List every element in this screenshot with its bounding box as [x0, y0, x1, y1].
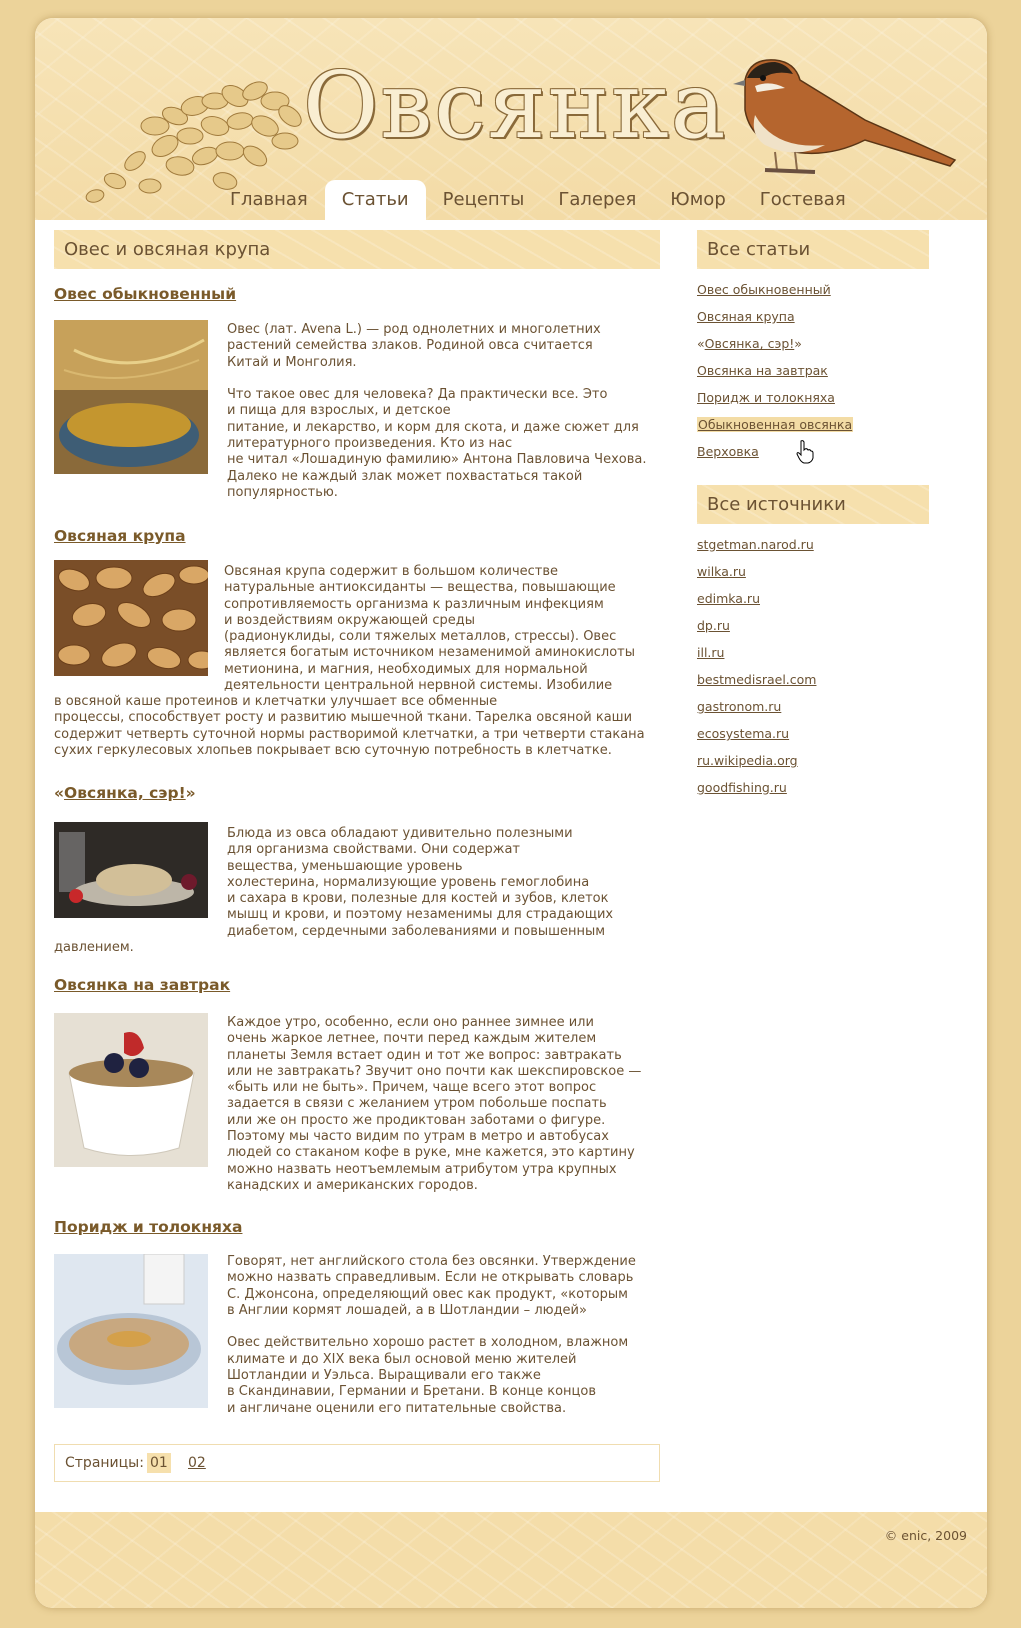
nav-item-humor[interactable]: Юмор [670, 189, 726, 210]
quote-close: » [185, 784, 196, 802]
site-header [35, 18, 987, 220]
sidebar-source-link[interactable]: ill.ru [697, 645, 725, 660]
page-link-2[interactable]: 02 [188, 1455, 206, 1471]
sidebar-source-link[interactable]: ru.wikipedia.org [697, 753, 798, 768]
main-navigation [213, 180, 863, 220]
sidebar-article-link[interactable]: Овсяная крупа [697, 309, 795, 324]
pagination [54, 1444, 660, 1482]
oatmeal-plate-image [54, 822, 208, 918]
sidebar-source-link[interactable]: stgetman.narod.ru [697, 537, 814, 552]
sidebar-source-link[interactable]: goodfishing.ru [697, 780, 787, 795]
article-text-continued: в овсяной каше протеинов и клетчатки улучшает все обменные процессы, способствует росту и развитию мышечной ткани. Тарелка овсяной каши содержит четверть суточной нормы растворимой клетчатки, а три четверти стакана сухих геркулесовых хлопьев покрывает всю суточную потребность в клетчатке. [54, 694, 645, 758]
sidebar-source-link[interactable]: ecosystema.ru [697, 726, 790, 741]
oat-flakes-closeup-image [54, 560, 208, 676]
article-oat-groats [54, 526, 660, 758]
main-content [54, 230, 660, 1416]
article-text-continued: давлением. [54, 940, 134, 955]
sidebar-article-link[interactable]: Верховка [697, 444, 759, 459]
quote-open: « [697, 336, 705, 351]
sidebar-article-link[interactable]: Овес обыкновенный [697, 282, 831, 297]
article-text: Говорят, нет английского стола без овсянки. Утверждение можно назвать справедливым. Если не открывать словарь С. Джонсона, определяющий овес как продукт, «которым в Англии кормят лошадей, а в Шотландии – людей» Овес действительно хорошо растет в холодном, влажном климате и до XIX века был основой меню жителей Шотландии и Уэльса. Выращивали его также в Скандинавии, Германии и Бретани. В конце концов и англичане оценили его питательные свойства. [227, 1254, 636, 1416]
article-porridge [54, 1217, 660, 1416]
nav-item-recipes[interactable]: Рецепты [442, 189, 525, 210]
nav-item-guestbook[interactable]: Гостевая [759, 189, 846, 210]
article-title-link[interactable]: Овсянка на завтрак [54, 976, 231, 994]
pagination-label: Страницы: [65, 1455, 144, 1471]
article-oatmeal-breakfast [54, 975, 660, 1193]
article-title-link[interactable]: Овсянка, сэр! [64, 784, 186, 802]
site-logo[interactable]: Овсянка [303, 52, 728, 159]
article-oatmeal-sir [54, 783, 660, 955]
sidebar-articles-title: Все статьи [697, 230, 929, 269]
sidebar-source-link[interactable]: edimka.ru [697, 591, 760, 606]
sidebar-source-link[interactable]: gastronom.ru [697, 699, 782, 714]
sidebar-sources-title: Все источники [697, 485, 929, 524]
article-title-link[interactable]: Поридж и толокняха [54, 1218, 243, 1236]
article-title-link[interactable]: Овсяная крупа [54, 527, 186, 545]
article-text: Овсяная крупа содержит в большом количестве натуральные антиоксиданты — вещества, повышающие сопротивляемость организма к различным инфекциям и воздействиям окружающей среды (радионуклиды, соли тяжелых металлов, стрессы). Овес является богатым источником незаменимой аминокислоты метионина, и магния, необходимых для нормальной деятельности центральной нервной системы. Изобилие [224, 564, 636, 694]
oat-bowl-image [54, 320, 208, 474]
porridge-bowl-image [54, 1254, 208, 1408]
sidebar-article-link[interactable]: Овсянка на завтрак [697, 363, 828, 378]
section-title: Овес и овсяная крупа [54, 230, 660, 269]
article-text: Овес (лат. Avena L.) — род однолетних и многолетних растений семейства злаков. Родиной овса считается Китай и Монголия. Что такое овес для человека? Да практически все. Это и пища для взрослых, и детское питание, и лекарство, и корм для скота, и даже сюжет для литературного произведения. Кто из нас не читал «Лошадиную фамилию» Антона Павловича Чехова. Далеко не каждый злак может похвастаться такой популярностью. [227, 322, 647, 500]
hand-pointer-icon [796, 440, 814, 464]
oatmeal-cup-image [54, 1013, 208, 1167]
page-link-1[interactable]: 01 [147, 1453, 171, 1473]
copyright-text: © enic, 2009 [884, 1528, 967, 1543]
sidebar-source-link[interactable]: bestmedisrael.com [697, 672, 817, 687]
quote-close: » [794, 336, 802, 351]
page-container [35, 18, 987, 1608]
sidebar-article-item [697, 336, 802, 351]
nav-item-home[interactable]: Главная [230, 189, 308, 210]
sidebar-article-link[interactable]: Овсянка, сэр! [704, 336, 795, 351]
article-text: Каждое утро, особенно, если оно раннее зимнее или очень жаркое летнее, почти перед каждым жителем планеты Земля встает один и тот же вопрос: завтракать или не завтракать? Звучит оно почти как шекспировское — «быть или не быть». Причем, чаще всего этот вопрос задается в связи с желанием утром побольше поспать или же он просто же продиктован заботами о фигуре. Поэтому мы часто видим по утрам в метро и автобусах людей со стаканом кофе в руке, мне кажется, это картину можно назвать неотъемлемым атрибутом утра крупных канадских и американских городов. [227, 1015, 642, 1193]
article-title-link[interactable]: Овес обыкновенный [54, 285, 237, 303]
nav-item-articles[interactable]: Статьи [325, 180, 426, 220]
bunting-bird-image [715, 40, 965, 180]
sidebar-source-link[interactable]: dp.ru [697, 618, 730, 633]
sidebar-article-link[interactable]: Поридж и толокняха [697, 390, 835, 405]
sidebar-article-link-hovered[interactable]: Обыкновенная овсянка [698, 417, 853, 432]
sidebar-source-link[interactable]: wilka.ru [697, 564, 746, 579]
quote-open: « [54, 784, 65, 802]
article-oats-common [54, 284, 660, 500]
site-footer [35, 1512, 987, 1608]
nav-item-gallery[interactable]: Галерея [558, 189, 637, 210]
article-text: Блюда из овса обладают удивительно полезными для организма свойствами. Они содержат вещества, уменьшающие уровень холестерина, нормализующие уровень гемоглобина и сахара в крови, полезные для костей и зубов, клеток мышц и крови, и поэтому незаменимы для страдающих диабетом, сердечными заболеваниями и повышенным [227, 826, 614, 939]
